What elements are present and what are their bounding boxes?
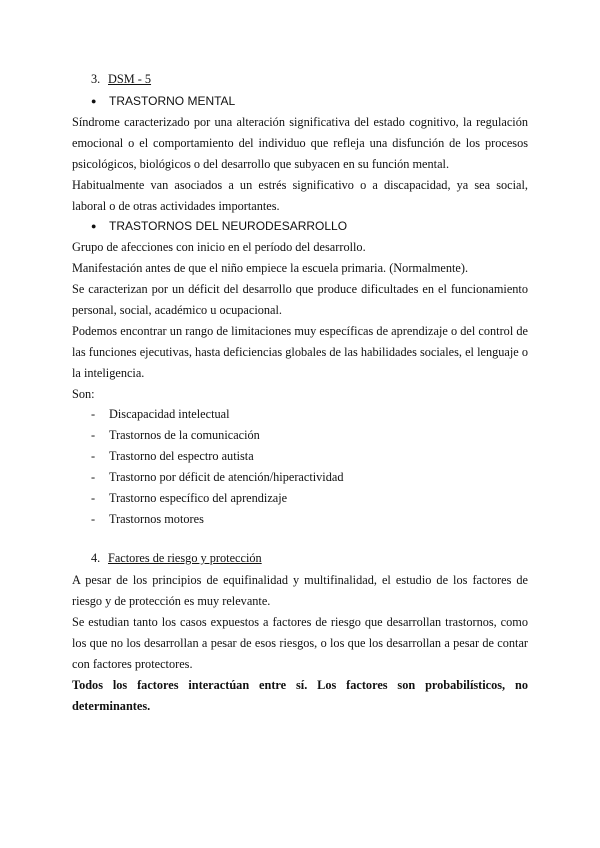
section-3-number: 3. — [91, 72, 101, 86]
list-item-text: Trastornos motores — [109, 512, 204, 526]
paragraph-definition: Síndrome caracterizado por una alteración significativa del estado cognitivo, la regulación emocional o el comportamiento del individuo que refleja una disfunción de los procesos psicológicos, biológicos o del desarrollo que subyacen en su función mental. — [72, 115, 528, 171]
list-item — [91, 512, 204, 527]
list-item-text: Trastorno del espectro autista — [109, 449, 254, 463]
bullet-text: TRASTORNOS DEL NEURODESARROLLO — [109, 219, 348, 233]
list-item-text: Trastornos de la comunicación — [109, 428, 260, 442]
paragraph-limitations: Podemos encontrar un rango de limitaciones muy específicas de aprendizaje o del control de las funciones ejecutivas, hasta deficiencias globales de las habilidades sociales, el lenguaje o la inteligencia. — [72, 324, 528, 380]
paragraph-son: Son: — [72, 387, 95, 401]
dash-icon: - — [91, 449, 96, 463]
list-item — [91, 470, 343, 485]
paragraph-characterized: Se caracterizan por un déficit del desarrollo que produce dificultades en el funcionamiento personal, social, académico u ocupacional. — [72, 282, 528, 317]
paragraph-cases: Se estudian tanto los casos expuestos a factores de riesgo que desarrollan trastornos, como los que no los desarrollan a pesar de esos riesgos, o los que los desarrollan a pesar de contar con factores protectores. — [72, 615, 528, 671]
bullet-text: TRASTORNO MENTAL — [109, 94, 236, 108]
paragraph-group: Grupo de afecciones con inicio en el período del desarrollo. — [72, 240, 366, 254]
list-item-text: Discapacidad intelectual — [109, 407, 230, 421]
bullet-icon: ● — [91, 96, 97, 106]
list-item-text: Trastorno por déficit de atención/hiperactividad — [109, 470, 344, 484]
list-item — [91, 491, 287, 506]
paragraph-conclusion: Todos los factores interactúan entre sí. Los factores son probabilísticos, no determinantes. — [72, 678, 528, 713]
dash-icon: - — [91, 512, 96, 526]
dash-icon: - — [91, 428, 96, 442]
list-item — [91, 449, 254, 464]
paragraph-manifestation: Manifestación antes de que el niño empiece la escuela primaria. (Normalmente). — [72, 261, 469, 275]
bullet-icon: ● — [91, 221, 97, 231]
dash-icon: - — [91, 407, 96, 421]
paragraph-principles: A pesar de los principios de equifinalidad y multifinalidad, el estudio de los factores de riesgo y de protección es muy relevante. — [72, 573, 528, 608]
list-item-text: Trastorno específico del aprendizaje — [109, 491, 288, 505]
list-item — [91, 407, 230, 422]
bullet-neurodesarrollo — [91, 219, 347, 234]
section-4-number: 4. — [91, 551, 101, 565]
section-4-title: Factores de riesgo y protección — [108, 551, 262, 565]
dash-icon: - — [91, 470, 96, 484]
section-3-title: DSM - 5 — [108, 72, 152, 86]
paragraph-associated: Habitualmente van asociados a un estrés significativo o a discapacidad, ya sea social, laboral o de otras actividades importantes. — [72, 178, 528, 213]
section-3-heading — [91, 72, 151, 87]
list-item — [91, 428, 260, 443]
dash-icon: - — [91, 491, 96, 505]
bullet-trastorno-mental — [91, 94, 235, 109]
section-4-heading — [91, 551, 262, 566]
